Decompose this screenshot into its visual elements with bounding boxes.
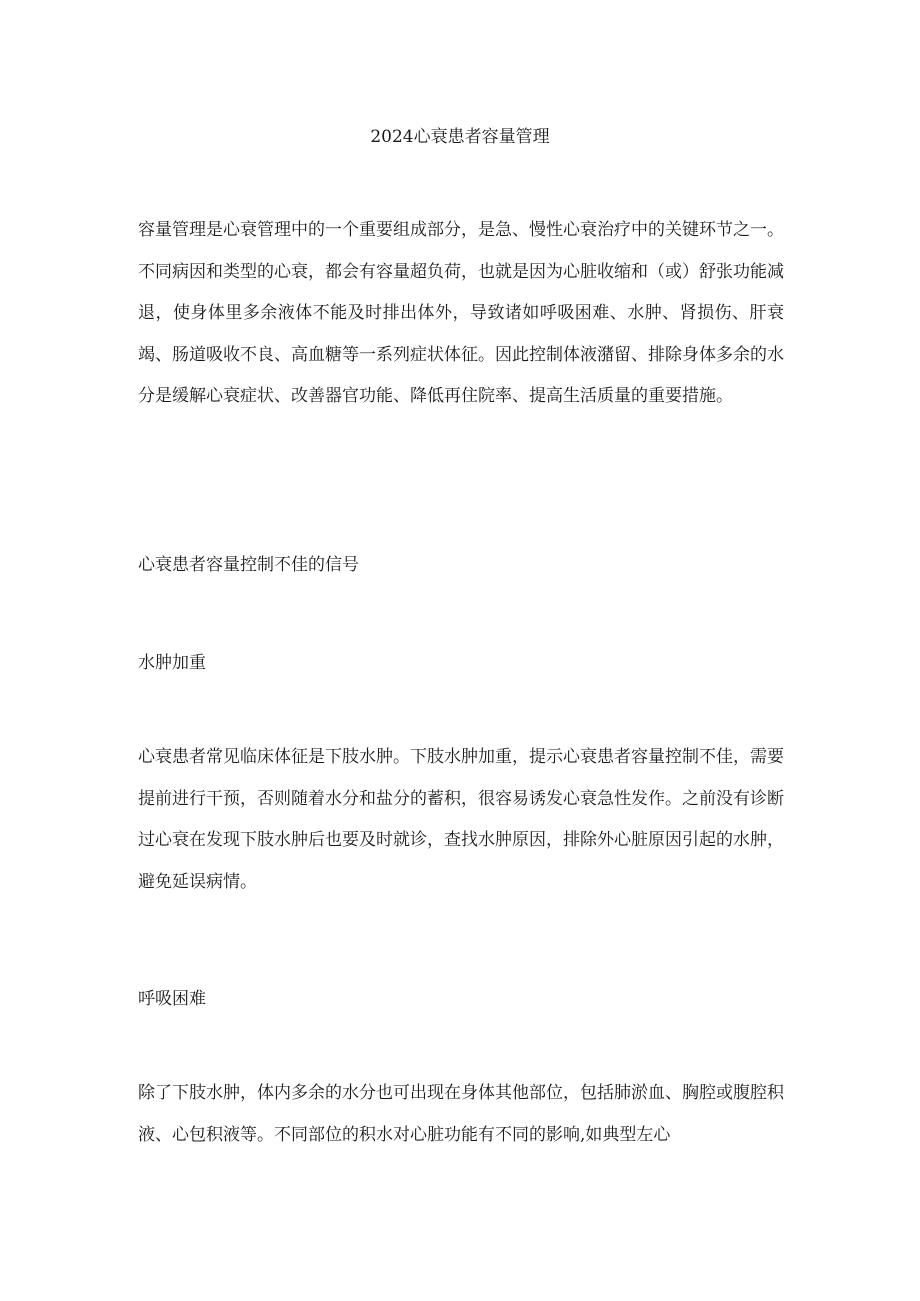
intro-paragraph: 容量管理是心衰管理中的一个重要组成部分，是急、慢性心衰治疗中的关键环节之一。不同病因和类型的心衰，都会有容量超负荷，也就是因为心脏收缩和（或）舒张功能减退，使身体里多余液体不能及时排出体外，导致诸如呼吸困难、水肿、肾损伤、肝衰竭、肠道吸收不良、高血糖等一系列症状体征。因此控制体液潴留、排除身体多余的水分是缓解心衰症状、改善器官功能、降低再住院率、提高生活质量的重要措施。 — [138, 220, 784, 407]
page-title: 2024心衰患者容量管理 — [370, 127, 550, 147]
subsection-body-dyspnea: 除了下肢水肿，体内多余的水分也可出现在身体其他部位，包括肺淤血、胸腔或腹腔积液、心包积液等。不同部位的积水对心脏功能有不同的影响,如典型左心 — [138, 1083, 784, 1145]
section-heading: 心衰患者容量控制不佳的信号 — [138, 555, 359, 575]
subsection-heading-dyspnea: 呼吸困难 — [138, 989, 206, 1009]
subsection-body-edema: 心衰患者常见临床体征是下肢水肿。下肢水肿加重，提示心衰患者容量控制不佳，需要提前进行干预，否则随着水分和盐分的蓄积，很容易诱发心衰急性发作。之前没有诊断过心衰在发现下肢水肿后也要及时就诊，查找水肿原因，排除外心脏原因引起的水肿，避免延误病情。 — [138, 747, 784, 892]
subsection-heading-edema: 水肿加重 — [138, 653, 206, 673]
